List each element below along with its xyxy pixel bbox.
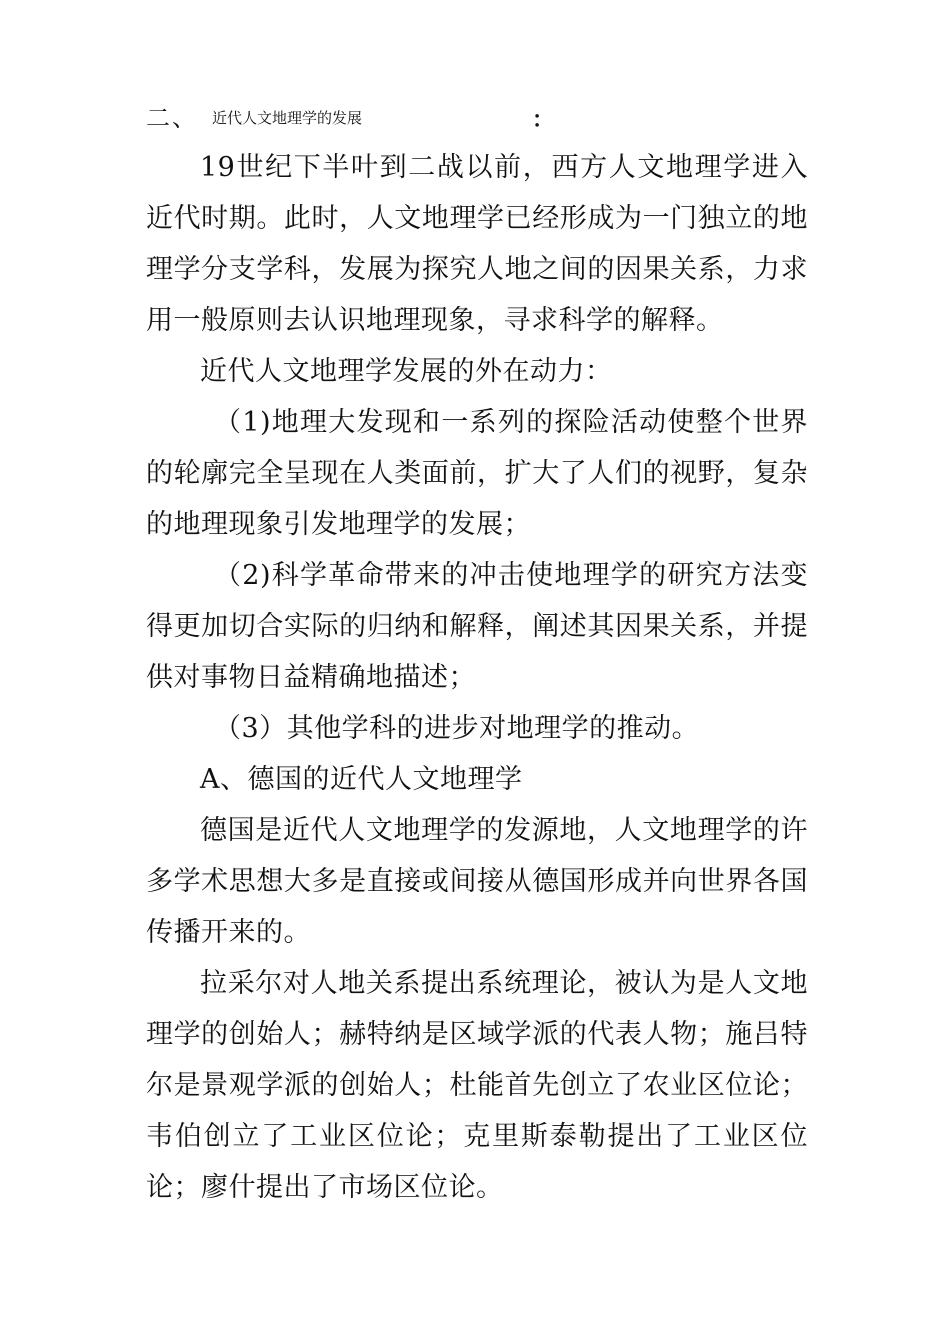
paragraph-germany-scholars: 拉采尔对人地关系提出系统理论，被认为是人文地理学的创始人；赫特纳是区域学派的代表人物；施吕特尔是景观学派的创始人；杜能首先创立了农业区位论；韦伯创立了工业区位论；克里斯泰勒提出了工业区位论；廖什提出了市场区位论。 [146, 968, 808, 1203]
paragraph-driving-forces-heading: 近代人文地理学发展的外在动力： [200, 356, 613, 387]
section-number: 二、 [146, 104, 198, 132]
section-title: 近代人文地理学的发展 [212, 109, 363, 127]
paragraph-force-3: （3）其他学科的进步对地理学的推动。 [214, 713, 700, 744]
section-heading [146, 100, 806, 136]
paragraph-germany-heading: A、德国的近代人文地理学 [200, 764, 523, 795]
paragraph-force-2: （2)科学革命带来的冲击使地理学的研究方法变得更加切合实际的归纳和解释，阐述其因果关系，并提供对事物日益精确地描述； [146, 560, 808, 693]
paragraph-force-1: （1)地理大发现和一系列的探险活动使整个世界的轮廓完全呈现在人类面前，扩大了人们的视野，复杂的地理现象引发地理学的发展； [146, 407, 808, 540]
paragraph-intro: 19世纪下半叶到二战以前，西方人文地理学进入近代时期。此时，人文地理学已经形成为一门独立的地理学分支学科，发展为探究人地之间的因果关系，力求用一般原则去认识地理现象，寻求科学的解释。 [146, 152, 808, 336]
paragraph-germany-origin: 德国是近代人文地理学的发源地，人文地理学的许多学术思想大多是直接或间接从德国形成并向世界各国传播开来的。 [146, 815, 808, 948]
section-colon: ： [532, 107, 555, 133]
body-text [146, 142, 808, 1213]
